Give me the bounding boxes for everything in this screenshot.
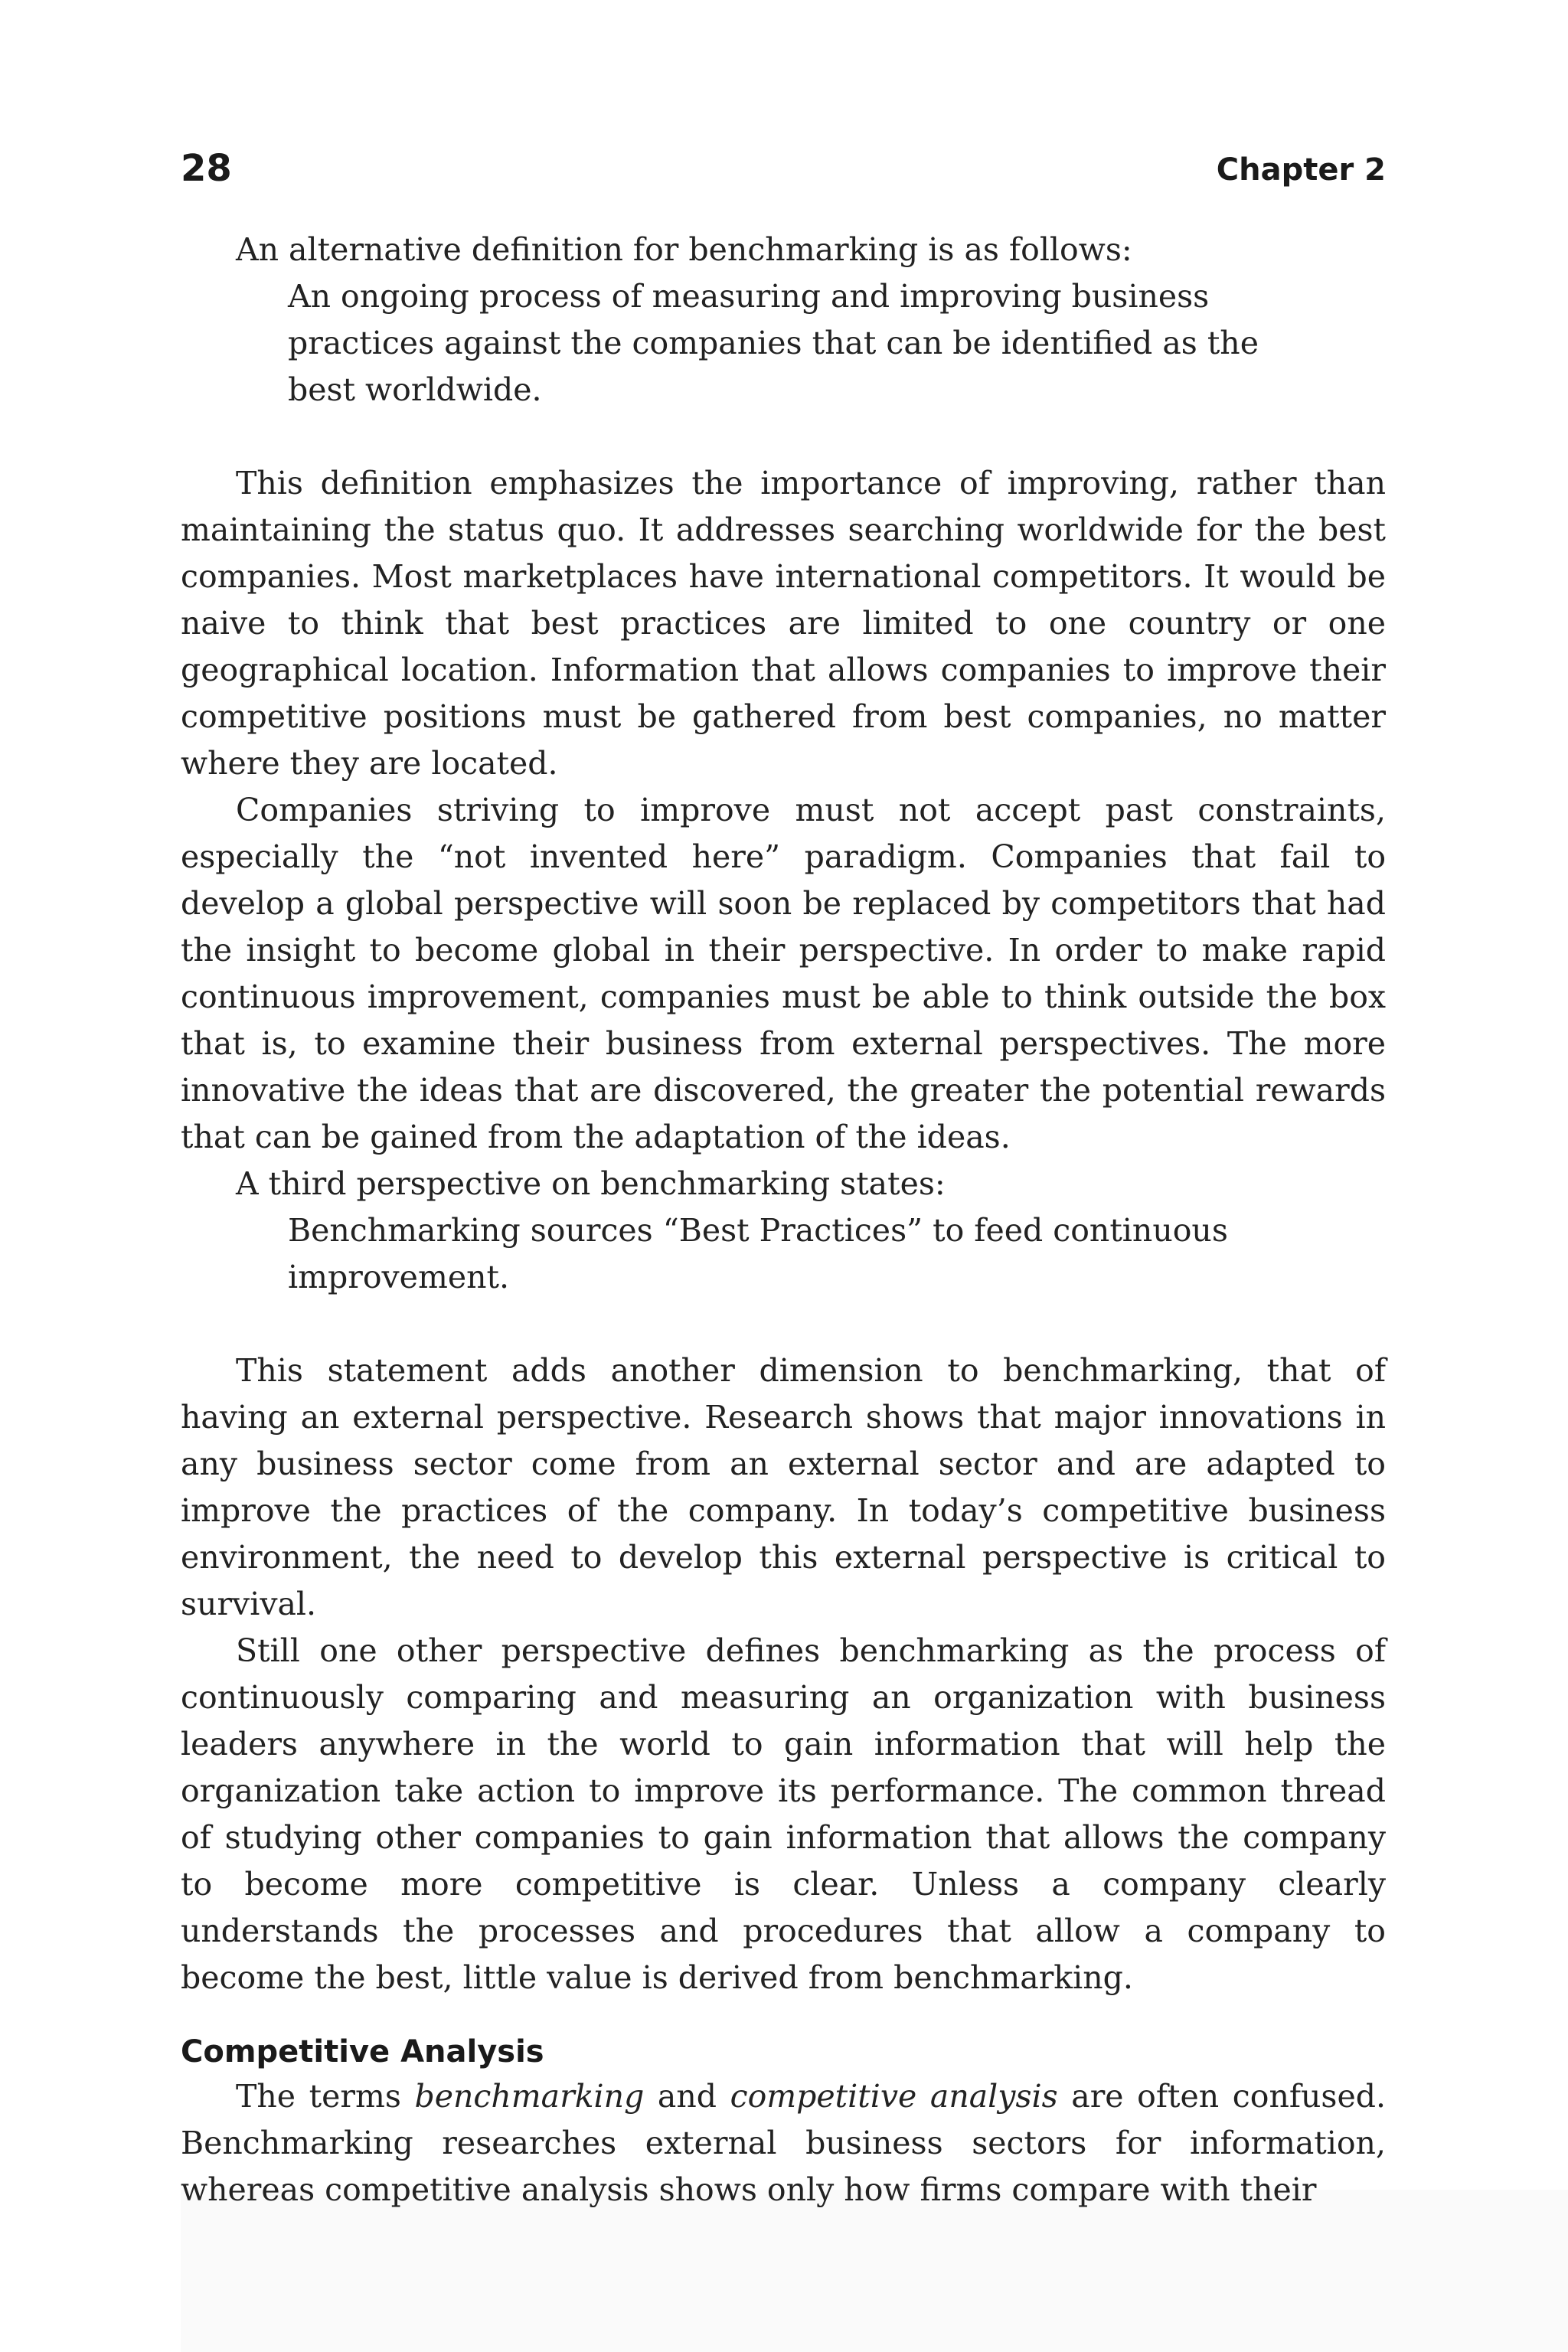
- section-heading: Competitive Analysis: [181, 2034, 544, 2069]
- body-text: [181, 227, 1386, 2213]
- page-number: 28: [181, 147, 232, 190]
- paragraph-1: This definition emphasizes the importance of improving, rather than maintaining the status quo. It addresses searching worldwide for the best companies. Most marketplaces have international competitors. It would be naive to think that best practices are limited to one country or one geographical location. Information that allows companies to improve their competitive positions must be gathered from best companies, no matter where they are located.: [181, 465, 1386, 782]
- intro-line: An alternative definition for benchmarking is as follows:: [236, 231, 1132, 268]
- paragraph-4: This statement adds another dimension to benchmarking, that of having an external perspective. Research shows that major innovations in any business sector come from an external sector and are adapted to improve the practices of the company. In today’s competitive business environment, the need to develop this external perspective is critical to survival.: [181, 1352, 1386, 1622]
- paragraph-2: Companies striving to improve must not accept past constraints, especially the “not invented here” paradigm. Companies that fail to develop a global perspective will soon be replaced by competitors that had the insight to become global in their perspective. In order to make rapid continuous improvement, companies must be able to think outside the box that is, to examine their business from external perspectives. The more innovative the ideas that are discovered, the greater the potential rewards that can be gained from the adaptation of the ideas.: [181, 792, 1386, 1155]
- scan-shading: [181, 2190, 1568, 2352]
- p6-text-2: and: [644, 2078, 730, 2115]
- running-head: [181, 145, 1386, 207]
- spacer: [181, 1301, 1386, 1348]
- paragraph-3-intro: A third perspective on benchmarking states:: [236, 1165, 946, 1202]
- block-quote-best-practices: Benchmarking sources “Best Practices” to feed continuous improvement.: [288, 1212, 1228, 1295]
- p6-text-1: The terms: [236, 2078, 415, 2115]
- term-competitive-analysis: competitive analysis: [730, 2078, 1058, 2115]
- term-benchmarking: benchmarking: [414, 2078, 645, 2115]
- p6-text-3: are often confused. Benchmarking researches external business sectors for information, whereas competitive analysis shows only how firms compare with their: [181, 2078, 1387, 2208]
- paragraph-5: Still one other perspective defines benchmarking as the process of continuously comparing and measuring an organization with business leaders anywhere in the world to gain information that will help the organization take action to improve its performance. The common thread of studying other companies to gain information that allows the company to become more competitive is clear. Unless a company clearly understands the processes and procedures that allow a company to become the best, little value is derived from benchmarking.: [181, 1632, 1386, 1996]
- chapter-label: Chapter 2: [1216, 152, 1386, 188]
- block-quote-definition: An ongoing process of measuring and improving business practices against the companies that can be identified as the best worldwide.: [288, 278, 1259, 408]
- spacer: [181, 413, 1386, 460]
- paragraph-6: [181, 2073, 1386, 2213]
